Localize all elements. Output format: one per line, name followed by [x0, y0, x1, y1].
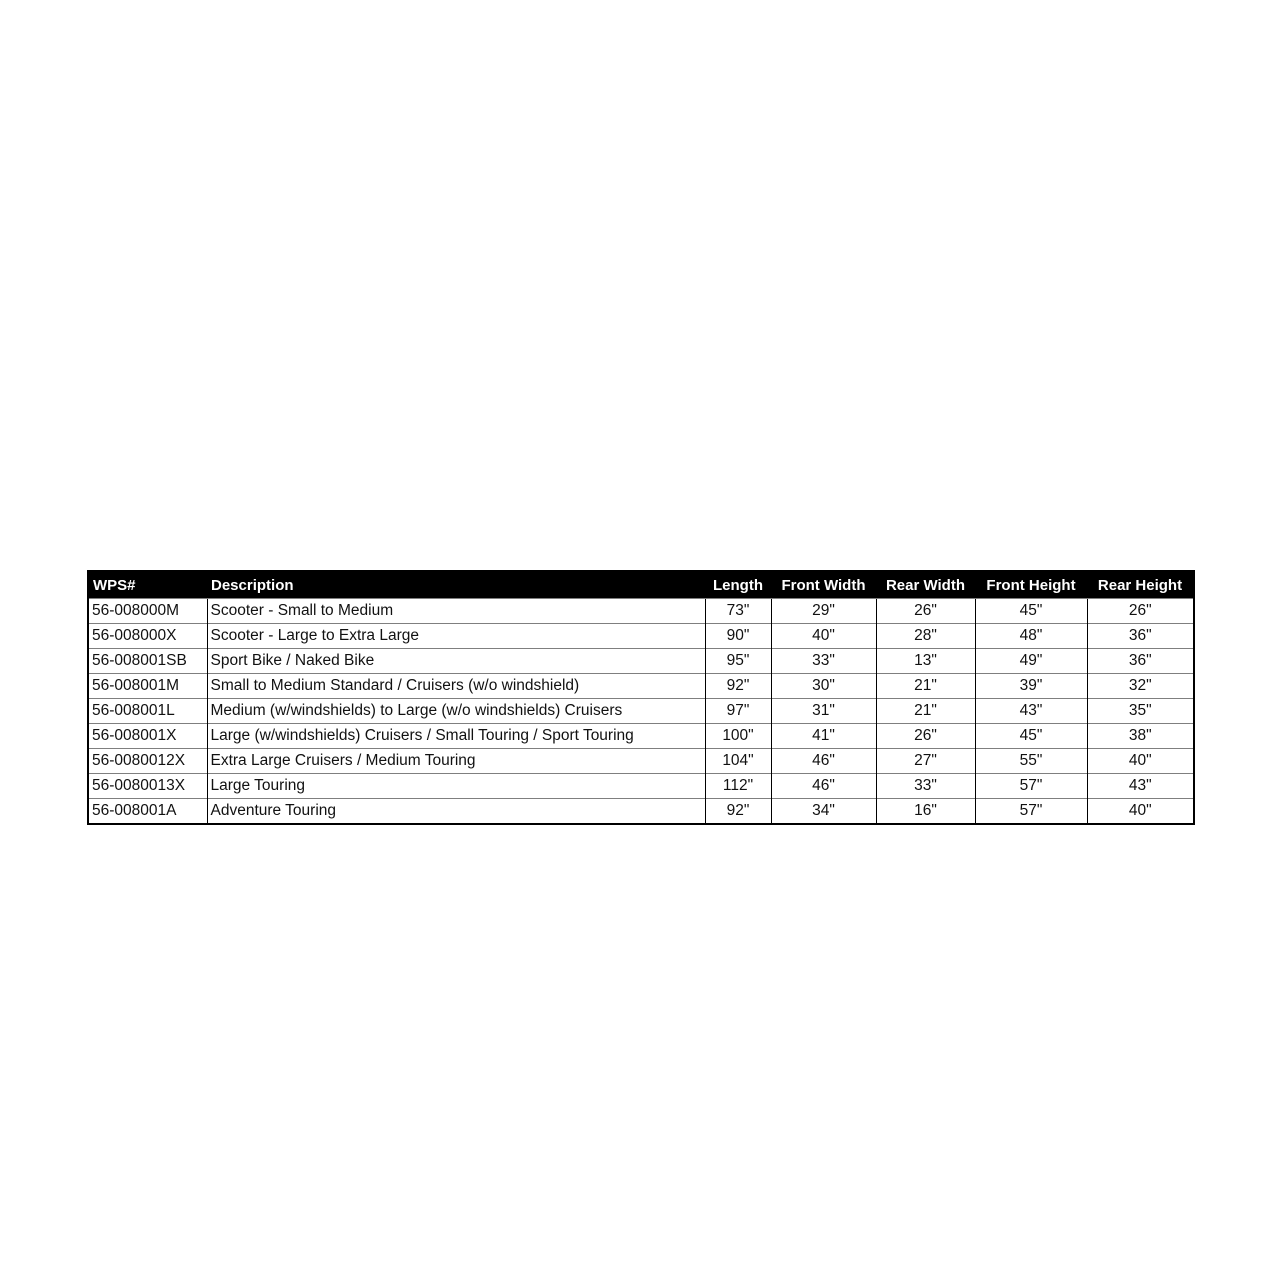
cell-description: Small to Medium Standard / Cruisers (w/o windshield) — [207, 674, 705, 699]
cell-front-width: 29" — [771, 599, 876, 624]
cell-rear-height: 43" — [1087, 774, 1194, 799]
cell-length: 73" — [705, 599, 771, 624]
header-row — [88, 571, 1194, 599]
cell-front-width: 40" — [771, 624, 876, 649]
cell-length: 95" — [705, 649, 771, 674]
cell-wps: 56-008001A — [88, 799, 207, 825]
cell-length: 90" — [705, 624, 771, 649]
cell-length: 100" — [705, 724, 771, 749]
cell-wps: 56-008001SB — [88, 649, 207, 674]
cell-length: 92" — [705, 674, 771, 699]
table-row — [88, 599, 1194, 624]
cell-rear-width: 21" — [876, 699, 975, 724]
cell-front-width: 46" — [771, 749, 876, 774]
cell-front-width: 30" — [771, 674, 876, 699]
table-row — [88, 624, 1194, 649]
column-header-length: Length — [705, 571, 771, 599]
cell-wps: 56-008001M — [88, 674, 207, 699]
table-row — [88, 774, 1194, 799]
cell-rear-width: 33" — [876, 774, 975, 799]
cell-front-width: 46" — [771, 774, 876, 799]
column-header-front-width: Front Width — [771, 571, 876, 599]
column-header-wps: WPS# — [88, 571, 207, 599]
cell-rear-height: 40" — [1087, 749, 1194, 774]
cell-rear-height: 36" — [1087, 649, 1194, 674]
cell-front-height: 57" — [975, 799, 1087, 825]
cell-description: Medium (w/windshields) to Large (w/o windshields) Cruisers — [207, 699, 705, 724]
table-row — [88, 649, 1194, 674]
cell-length: 104" — [705, 749, 771, 774]
cell-wps: 56-0080013X — [88, 774, 207, 799]
cell-front-height: 43" — [975, 699, 1087, 724]
cell-rear-width: 13" — [876, 649, 975, 674]
cell-rear-width: 26" — [876, 724, 975, 749]
cell-front-height: 57" — [975, 774, 1087, 799]
cell-front-width: 41" — [771, 724, 876, 749]
column-header-description: Description — [207, 571, 705, 599]
spec-table-container — [87, 570, 1193, 825]
table-row — [88, 799, 1194, 825]
cell-wps: 56-0080012X — [88, 749, 207, 774]
cell-description: Large Touring — [207, 774, 705, 799]
cell-rear-height: 36" — [1087, 624, 1194, 649]
cell-front-height: 48" — [975, 624, 1087, 649]
cell-wps: 56-008000X — [88, 624, 207, 649]
cell-wps: 56-008001L — [88, 699, 207, 724]
cell-length: 112" — [705, 774, 771, 799]
column-header-rear-height: Rear Height — [1087, 571, 1194, 599]
cell-description: Extra Large Cruisers / Medium Touring — [207, 749, 705, 774]
cell-rear-height: 38" — [1087, 724, 1194, 749]
cell-front-height: 45" — [975, 724, 1087, 749]
cell-wps: 56-008001X — [88, 724, 207, 749]
cell-rear-width: 21" — [876, 674, 975, 699]
cell-description: Sport Bike / Naked Bike — [207, 649, 705, 674]
cell-rear-height: 26" — [1087, 599, 1194, 624]
table-row — [88, 674, 1194, 699]
table-row — [88, 699, 1194, 724]
cell-length: 92" — [705, 799, 771, 825]
cell-rear-width: 28" — [876, 624, 975, 649]
cell-description: Scooter - Large to Extra Large — [207, 624, 705, 649]
cell-rear-height: 40" — [1087, 799, 1194, 825]
table-row — [88, 749, 1194, 774]
cell-front-height: 49" — [975, 649, 1087, 674]
cell-description: Large (w/windshields) Cruisers / Small Touring / Sport Touring — [207, 724, 705, 749]
table-row — [88, 724, 1194, 749]
cell-front-height: 39" — [975, 674, 1087, 699]
cell-front-width: 33" — [771, 649, 876, 674]
cell-description: Scooter - Small to Medium — [207, 599, 705, 624]
cell-wps: 56-008000M — [88, 599, 207, 624]
cell-rear-height: 35" — [1087, 699, 1194, 724]
cell-front-height: 45" — [975, 599, 1087, 624]
cell-description: Adventure Touring — [207, 799, 705, 825]
cell-rear-height: 32" — [1087, 674, 1194, 699]
cell-rear-width: 27" — [876, 749, 975, 774]
cell-length: 97" — [705, 699, 771, 724]
column-header-rear-width: Rear Width — [876, 571, 975, 599]
spec-table — [87, 570, 1195, 825]
cell-rear-width: 16" — [876, 799, 975, 825]
cell-front-width: 34" — [771, 799, 876, 825]
cell-front-height: 55" — [975, 749, 1087, 774]
spec-table-body — [88, 599, 1194, 825]
cell-rear-width: 26" — [876, 599, 975, 624]
column-header-front-height: Front Height — [975, 571, 1087, 599]
cell-front-width: 31" — [771, 699, 876, 724]
